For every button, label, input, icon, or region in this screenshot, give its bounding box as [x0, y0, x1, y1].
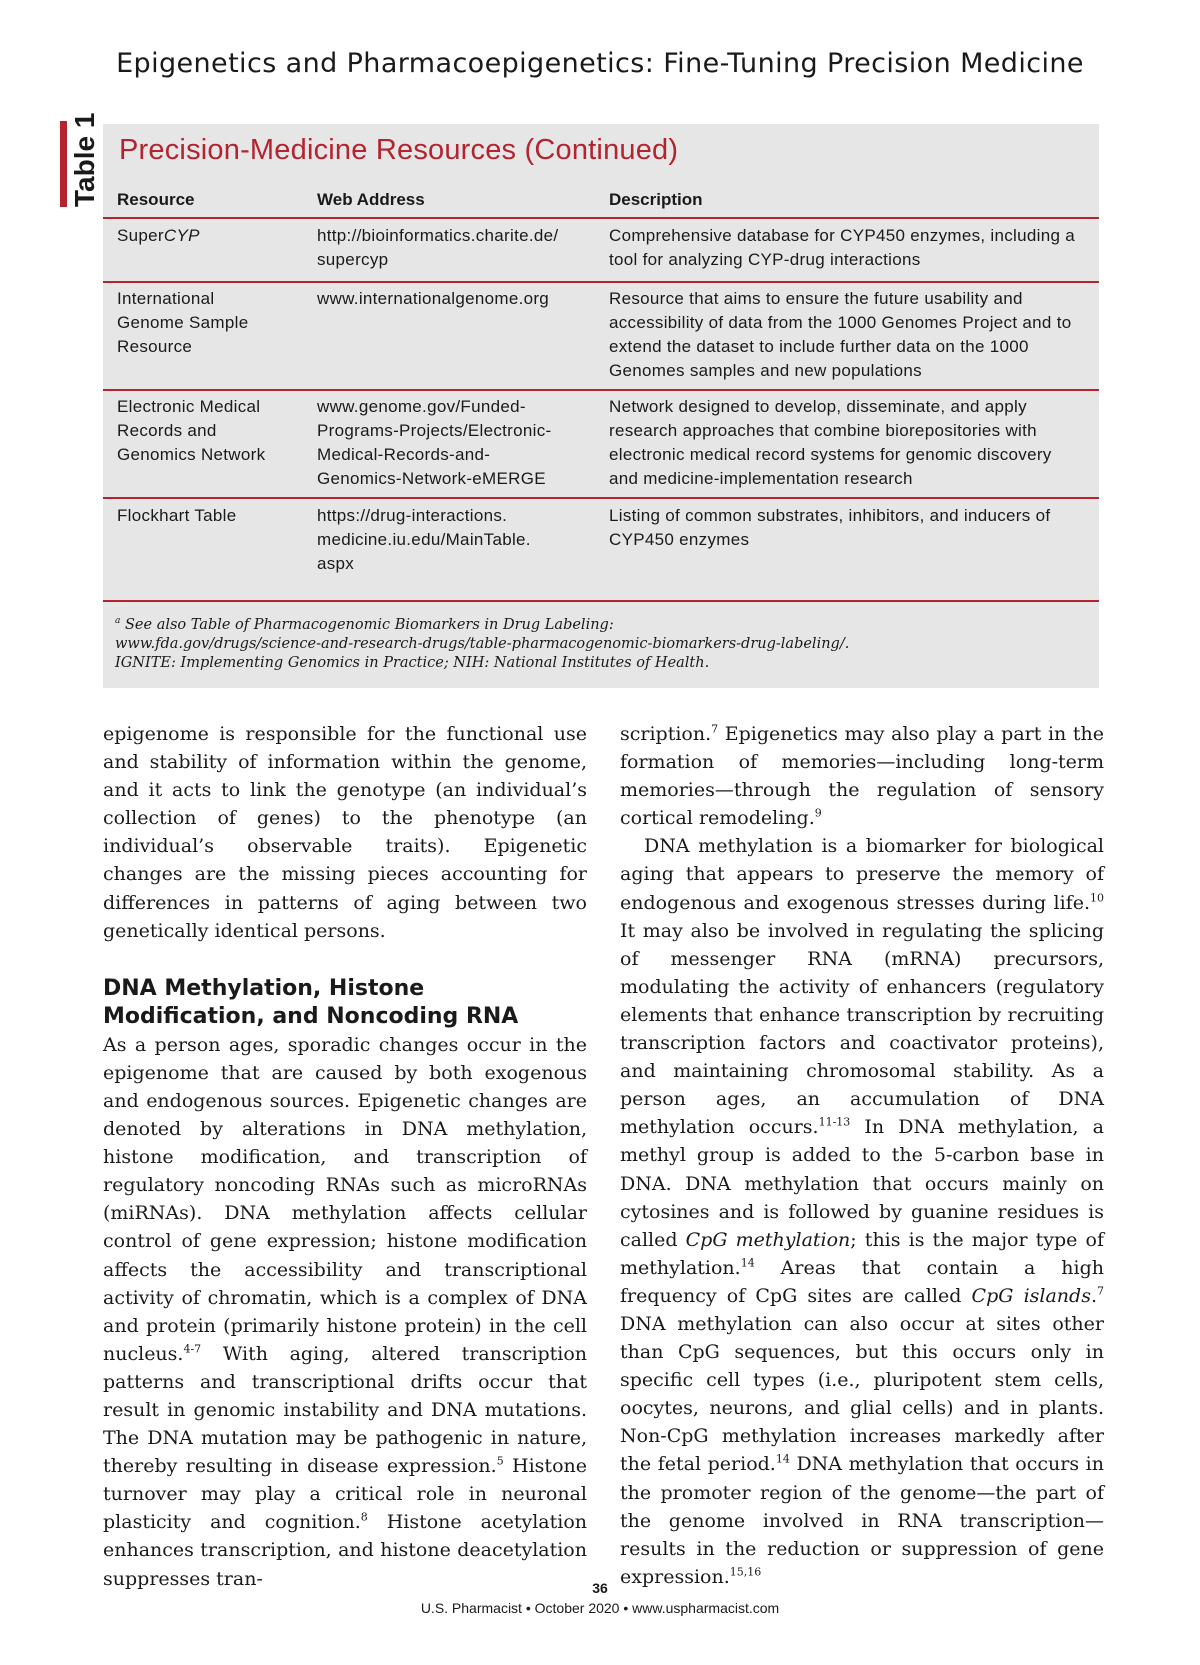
- paragraph: DNA methylation is a biomarker for biological aging that appears to preserve the memory of endogenous and exogenous stresses during life.$^{10}$ It may also be involved in regulating the splicing of messenger RNA (mRNA) precursors, modulating the activity of enhancers (regulatory elements that enhance transcription by recruiting transcription factors and coactivator proteins), and maintaining chromosomal stability. As a person ages, an accumulation of DNA methylation occurs.$^{11-13}$ In DNA methylation, a methyl group is added to the 5-carbon base in DNA. DNA methylation that occurs mainly on cytosines and is followed by guanine residues is called CpG methylation; this is the major type of methylation.$^{14}$ Areas that contain a high frequency of CpG sites are called CpG islands.$^7$ DNA methylation can also occur at sites other than CpG sequences, but this occurs only in specific cell types (i.e., pluripotent stem cells, oocytes, neurons, and glial cells) and in plants. Non-CpG methylation increases markedly after the fetal period.$^{14}$ DNA methylation that occurs in the promoter region of the genome—the part of the genome involved in RNA transcription—results in the reduction or suppression of gene expression.$^{15,16}$: [620, 835, 1104, 1588]
- row-url: www.internationalgenome.org: [317, 289, 550, 308]
- right-column: [620, 720, 1104, 1591]
- resources-table: [103, 124, 1099, 688]
- table-title: Precision-Medicine Resources (Continued): [119, 134, 679, 166]
- publication-footer: U.S. Pharmacist • October 2020 • www.uspharmacist.com: [420, 1600, 780, 1616]
- table-header-row: [117, 190, 1085, 212]
- row-rule: [103, 497, 1099, 499]
- column-header-description: Description: [609, 190, 703, 209]
- row-resource: International Genome Sample Resource: [117, 289, 249, 356]
- column-header-resource: Resource: [117, 190, 195, 209]
- page-number: 36: [592, 1580, 608, 1596]
- row-url: http://bioinformatics.charite.de/ supercyp: [317, 226, 559, 269]
- row-resource: Electronic Medical Records and Genomics Network: [117, 397, 266, 464]
- left-column: [103, 720, 587, 1593]
- row-resource: Flockhart Table: [117, 506, 237, 525]
- row-description: Comprehensive database for CYP450 enzymes, including a tool for analyzing CYP-drug interactions: [609, 226, 1076, 269]
- paragraph: epigenome is responsible for the functional use and stability of information within the genome, and it acts to link the genotype (an individual’s collection of genes) to the phenotype (an individual’s observable traits). Epigenetic changes are the missing pieces accounting for differences in patterns of aging between two genetically identical persons.: [103, 723, 587, 942]
- table-tab: [60, 112, 100, 207]
- table-tab-bar: [60, 121, 67, 207]
- row-url: https://drug-interactions. medicine.iu.edu/MainTable. aspx: [317, 506, 531, 573]
- row-resource: SuperCYP: [117, 226, 200, 245]
- footnote-marker: a: [115, 616, 121, 626]
- paragraph: As a person ages, sporadic changes occur in the epigenome that are caused by both exogenous and endogenous sources. Epigenetic changes are denoted by alterations in DNA methylation, histone modification, and transcription of regulatory noncoding RNAs such as microRNAs (miRNAs). DNA methylation affects cellular control of gene expression; histone modification affects the accessibility and transcriptional activity of chromatin, which is a complex of DNA and protein (primarily histone protein) in the cell nucleus.$^{4-7}$ With aging, altered transcription patterns and transcriptional drifts occur that result in genomic instability and DNA mutations. The DNA mutation may be pathogenic in nature, thereby resulting in disease expression.$^5$ Histone turnover may play a critical role in neuronal plasticity and cognition.$^8$ Histone acetylation enhances transcription, and histone deacetylation suppresses tran-: [103, 1033, 587, 1590]
- row-description: Network designed to develop, disseminate, and apply research approaches that combine biorepositories with electronic medical record systems for genomic discovery and medicine-implementation research: [609, 397, 1052, 488]
- row-rule: [103, 281, 1099, 283]
- footnote-rule: [103, 600, 1099, 602]
- footnote-line: See also Table of Pharmacogenomic Biomarkers in Drug Labeling:: [124, 616, 614, 633]
- section-heading: DNA Methylation, Histone Modification, and Noncoding RNA: [103, 975, 519, 1029]
- running-header: Epigenetics and Pharmacoepigenetics: Fine-Tuning Precision Medicine: [116, 48, 1084, 79]
- row-rule: [103, 389, 1099, 391]
- footnote-line: www.fda.gov/drugs/science-and-research-drugs/table-pharmacogenomic-biomarkers-drug-labeling/.: [115, 635, 850, 652]
- row-description: Listing of common substrates, inhibitors, and inducers of CYP450 enzymes: [609, 506, 1051, 549]
- footnote-line: IGNITE: Implementing Genomics in Practice; NIH: National Institutes of Health.: [115, 654, 710, 671]
- row-description: Resource that aims to ensure the future usability and accessibility of data from the 1000 Genomes Project and to extend the dataset to include further data on the 1000 Genomes samples and new populations: [609, 289, 1072, 380]
- row-url: www.genome.gov/Funded- Programs-Projects/Electronic- Medical-Records-and- Genomics-Network-eMERGE: [317, 397, 552, 488]
- header-rule: [103, 217, 1099, 219]
- column-header-web-address: Web Address: [317, 190, 425, 209]
- table-footnote: [115, 612, 1075, 673]
- table-tab-label: Table 1: [69, 112, 100, 207]
- paragraph: scription.$^7$ Epigenetics may also play a part in the formation of memories—including long-term memories—through the regulation of sensory cortical remodeling.$^9$: [620, 722, 1104, 830]
